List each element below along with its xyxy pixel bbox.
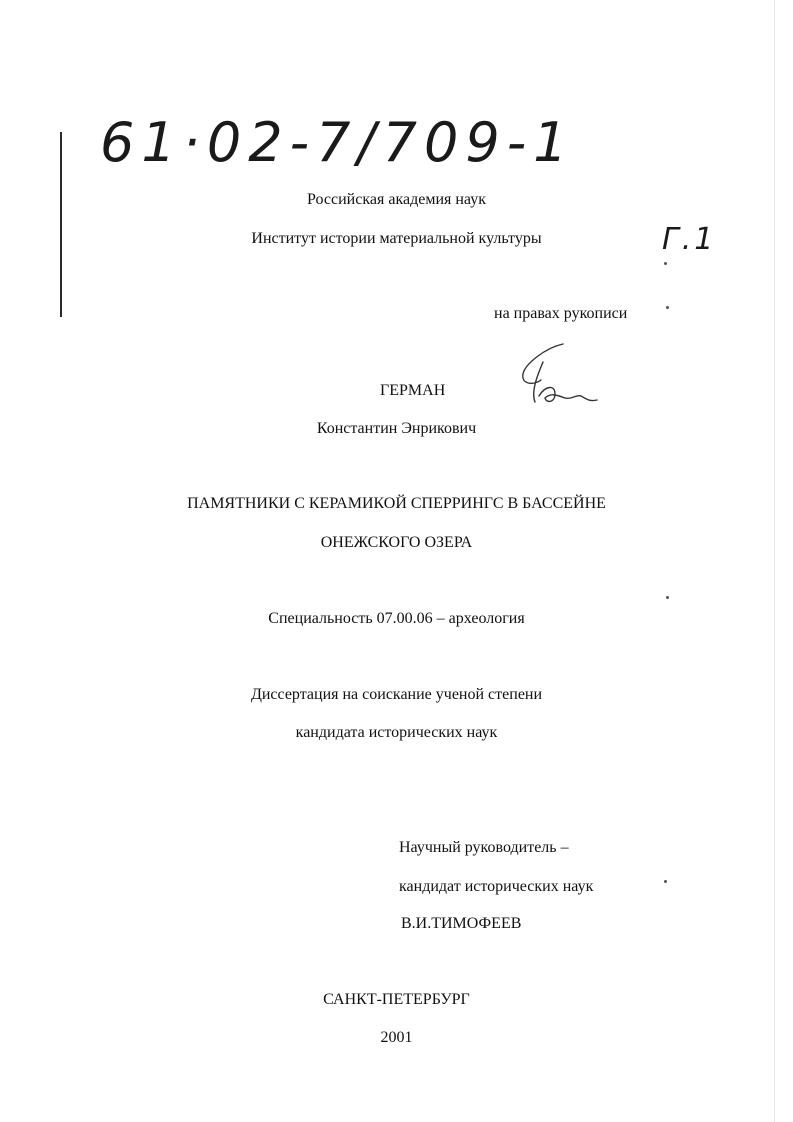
dissertation-purpose-line-1: Диссертация на соискание ученой степени [250, 686, 543, 703]
supervisor-role: Научный руководитель – [399, 839, 569, 856]
manuscript-rights-note: на правах рукописи [494, 305, 628, 322]
author-signature [515, 340, 600, 420]
specialty: Специальность 07.00.06 – археология [268, 610, 525, 627]
scan-speck [666, 306, 669, 309]
institute-name: Институт истории материальной культуры [251, 230, 542, 247]
scan-edge-line [774, 0, 775, 1122]
academy-name: Российская академия наук [307, 191, 486, 208]
scan-speck [664, 262, 667, 265]
handwritten-catalog-number: 61·02-7/709-1 [100, 111, 575, 174]
year: 2001 [380, 1029, 413, 1046]
dissertation-title-line-1: ПАМЯТНИКИ С КЕРАМИКОЙ СПЕРРИНГС В БАССЕЙНЕ [187, 495, 606, 512]
author-surname: ГЕРМАН [380, 382, 446, 399]
handwritten-mark: Г.1 [662, 222, 717, 257]
scan-speck [666, 596, 669, 599]
supervisor-name: В.И.ТИМОФЕЕВ [401, 915, 522, 932]
dissertation-purpose-line-2: кандидата исторических наук [295, 724, 498, 741]
city: САНКТ-ПЕТЕРБУРГ [323, 991, 470, 1008]
author-full-name: Константин Энрикович [316, 420, 477, 437]
margin-pen-line [60, 132, 62, 317]
dissertation-title-line-2: ОНЕЖСКОГО ОЗЕРА [320, 534, 473, 551]
scan-speck [664, 880, 667, 883]
supervisor-degree: кандидат исторических наук [399, 878, 594, 895]
